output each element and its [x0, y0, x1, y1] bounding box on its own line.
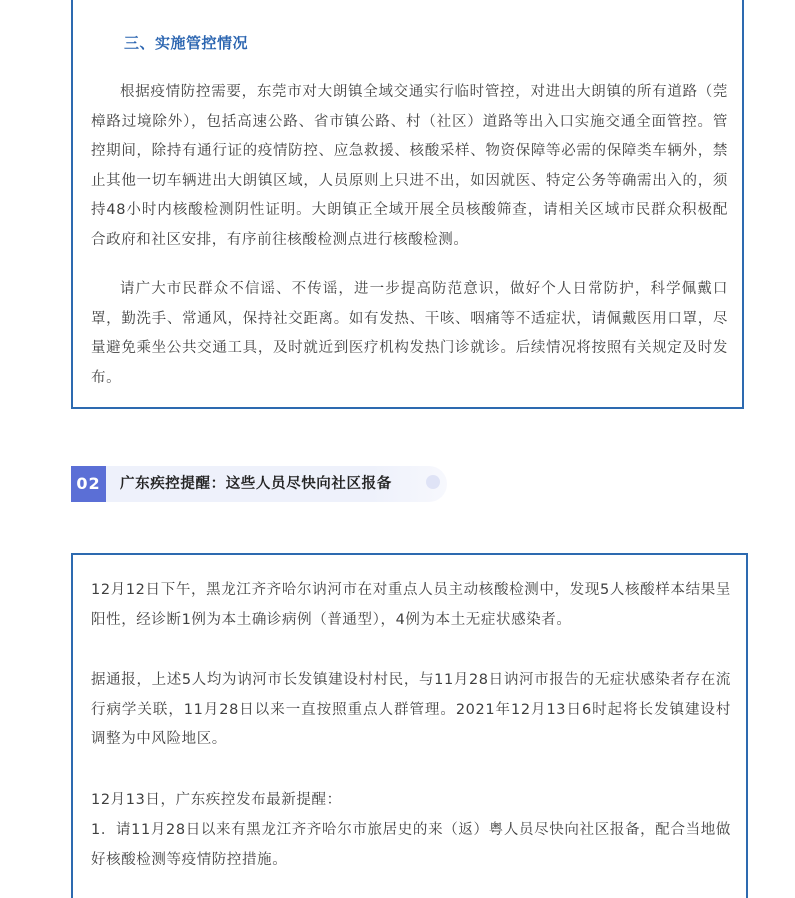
- decorative-dot-icon: [426, 475, 440, 489]
- section-heading-title: 广东疾控提醒：这些人员尽快向社区报备: [120, 476, 392, 492]
- paragraph-public-advice: 请广大市民群众不信谣、不传谣，进一步提高防范意识，做好个人日常防护，科学佩戴口罩，勤洗手、常通风，保持社交距离。如有发热、干咳、咽痛等不适症状，请佩戴医用口罩，尽量避免乘坐公共交通工具，及时就近到医疗机构发热门诊就诊。后续情况将按照有关规定及时发布。: [91, 281, 728, 386]
- paragraph-control-measures: 根据疫情防控需要，东莞市对大朗镇全域交通实行临时管控，对进出大朗镇的所有道路（莞樟路过境除外），包括高速公路、省市镇公路、村（社区）道路等出入口实施交通全面管控。管控期间，除持有通行证的疫情防控、应急救援、核酸采样、物资保障等必需的保障类车辆外，禁止其他一切车辆进出大朗镇区域，人员原则上只进不出，如因就医、特定公务等确需出入的，须持48小时内核酸检测阴性证明。大朗镇正全域开展全员核酸筛查，请相关区域市民群众积极配合政府和社区安排，有序前往核酸检测点进行核酸检测。: [91, 84, 728, 248]
- paragraph-case-report: 12月12日下午，黑龙江齐齐哈尔讷河市在对重点人员主动核酸检测中，发现5人核酸样本结果呈阳性，经诊断1例为本土确诊病例（普通型），4例为本土无症状感染者。: [91, 582, 731, 628]
- paragraph-reminder-item-1: 1．请11月28日以来有黑龙江齐齐哈尔市旅居史的来（返）粤人员尽快向社区报备，配合当地做好核酸检测等疫情防控措施。: [91, 822, 731, 868]
- section-number-badge: 02: [71, 466, 106, 502]
- section-title: 三、实施管控情况: [124, 34, 249, 52]
- paragraph-reminder-intro: 12月13日，广东疾控发布最新提醒：: [91, 792, 342, 808]
- section-heading-02: [71, 466, 451, 502]
- paragraph-notification: 据通报，上述5人均为讷河市长发镇建设村村民，与11月28日讷河市报告的无症状感染者存在流行病学关联，11月28日以来一直按照重点人群管理。2021年12月13日6时起将长发镇建设村调整为中风险地区。: [91, 672, 731, 747]
